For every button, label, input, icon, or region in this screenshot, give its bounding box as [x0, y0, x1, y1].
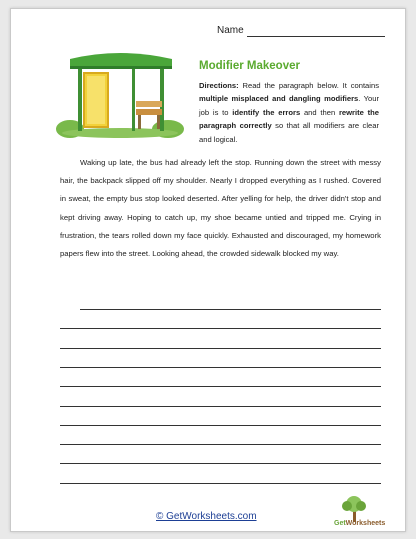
directions-part-3: and then [300, 107, 339, 117]
directions-bold-2: identify the errors [232, 107, 301, 117]
writing-line[interactable] [60, 444, 381, 445]
logo-worksheets: Worksheets [345, 520, 386, 527]
name-line [247, 36, 385, 37]
directions-bold-1: multiple misplaced and dangling modifiers [199, 94, 359, 104]
writing-line[interactable] [60, 463, 381, 464]
directions-label: Directions: [199, 81, 239, 90]
worksheet-title: Modifier Makeover [199, 60, 300, 72]
writing-line[interactable] [60, 328, 381, 329]
writing-line[interactable] [60, 483, 381, 484]
writing-line[interactable] [60, 367, 381, 368]
bus-stop-illustration [56, 49, 184, 139]
directions-text [199, 79, 379, 146]
writing-line[interactable] [60, 425, 381, 426]
paragraph-passage: Waking up late, the bus had already left the stop. Running down the street with messy hair, the backpack slipped off my shoulder. Nearly I dropped everything as I rushed. Covered in sweat, the empty bus stop looked deserted. After yelling for help, the driver didn't stop and kept driving away. Hoping to catch up, my shoe became untied and tripped me. Crying in frustration, the tears rolled down my face quickly. Exhausted and discouraged, my homework papers flew into the street. Looking ahead, the crowded sidewalk blocked my way. [60, 158, 381, 259]
directions-part-1: Read the paragraph below. It contains [238, 81, 379, 90]
name-label: Name [217, 25, 244, 36]
directions-part-4: so that all modifiers are clear and logical. [199, 121, 379, 144]
writing-line[interactable] [80, 309, 381, 310]
tree-logo-icon [320, 494, 390, 536]
worksheet-page [10, 8, 406, 532]
getworksheets-logo-text [334, 520, 385, 527]
directions-part-2: . Your job is to [199, 94, 379, 117]
getworksheets-link[interactable]: © GetWorksheets.com [156, 511, 257, 522]
writing-line[interactable] [60, 348, 381, 349]
name-field[interactable] [217, 23, 385, 39]
writing-line[interactable] [60, 386, 381, 387]
logo-get: Get [334, 520, 346, 527]
writing-line[interactable] [60, 406, 381, 407]
directions-bold-3: rewrite the paragraph correctly [199, 107, 380, 131]
